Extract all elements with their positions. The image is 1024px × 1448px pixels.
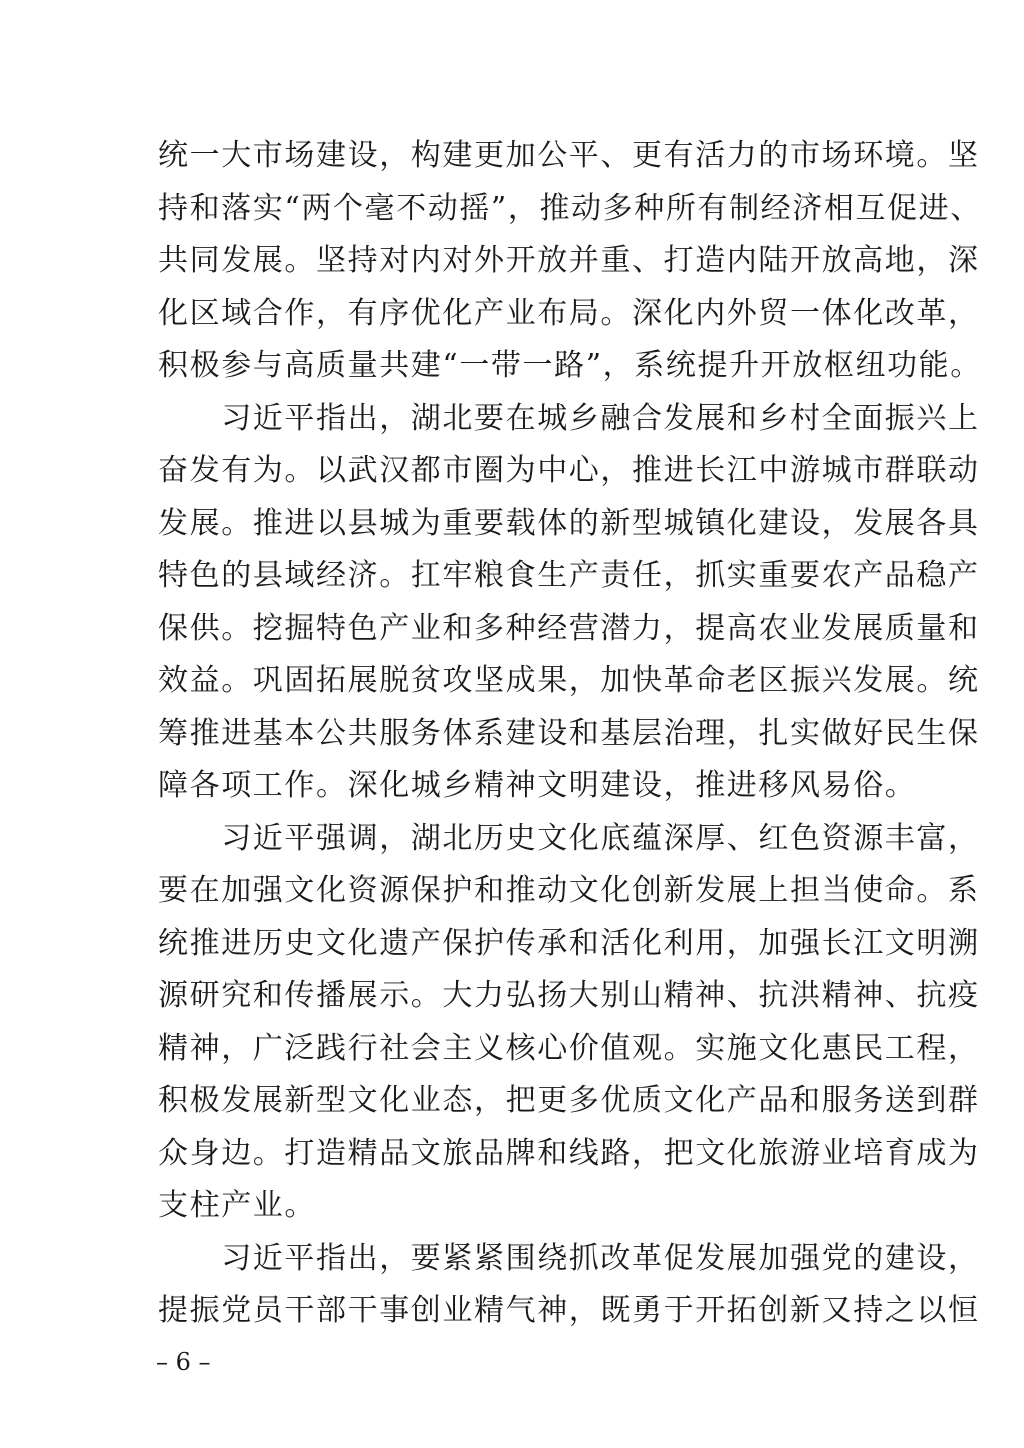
text-line: 习近平强调，湖北历史文化底蕴深厚、红色资源丰富， [158,820,980,856]
text-line: 习近平指出，要紧紧围绕抓改革促发展加强党的建设， [158,1240,980,1276]
body-text [158,130,982,1338]
text-line: 统一大市场建设，构建更加公平、更有活力的市场环境。坚 [158,138,980,173]
text-line: 持和落实“两个毫不动摇”，推动多种所有制经济相互促进、 [158,190,982,226]
text-line: 统推进历史文化遗产保护传承和活化利用，加强长江文明溯 [158,925,980,961]
text-line: 积极参与高质量共建“一带一路”，系统提升开放枢纽功能。 [158,348,982,383]
text-line: 发展。推进以县城为重要载体的新型城镇化建设，发展各具 [158,505,980,541]
text-line: 保供。挖掘特色产业和多种经营潜力，提高农业发展质量和 [158,610,980,646]
text-line: 习近平指出，湖北要在城乡融合发展和乡村全面振兴上 [158,400,980,436]
text-line: 支柱产业。 [158,1188,316,1223]
text-line: 源研究和传播展示。大力弘扬大别山精神、抗洪精神、抗疫 [158,978,980,1013]
text-line: 奋发有为。以武汉都市圈为中心，推进长江中游城市群联动 [158,453,980,488]
text-line: 障各项工作。深化城乡精神文明建设，推进移风易俗。 [158,768,917,803]
text-line: 要在加强文化资源保护和推动文化创新发展上担当使命。系 [158,873,980,908]
text-line: 众身边。打造精品文旅品牌和线路，把文化旅游业培育成为 [158,1135,980,1171]
text-line: 精神，广泛践行社会主义核心价值观。实施文化惠民工程， [158,1030,980,1066]
text-line: 筹推进基本公共服务体系建设和基层治理，扎实做好民生保 [158,715,980,751]
text-line: 积极发展新型文化业态，把更多优质文化产品和服务送到群 [158,1083,980,1118]
text-line: 效益。巩固拓展脱贫攻坚成果，加快革命老区振兴发展。统 [158,663,980,698]
text-line: 特色的县域经济。扛牢粮食生产责任，抓实重要农产品稳产 [158,558,980,593]
text-line: 化区域合作，有序优化产业布局。深化内外贸一体化改革， [158,295,980,331]
page-number: – 6 – [156,1348,211,1376]
text-line: 共同发展。坚持对内对外开放并重、打造内陆开放高地，深 [158,243,980,278]
text-line: 提振党员干部干事创业精气神，既勇于开拓创新又持之以恒 [158,1293,980,1328]
